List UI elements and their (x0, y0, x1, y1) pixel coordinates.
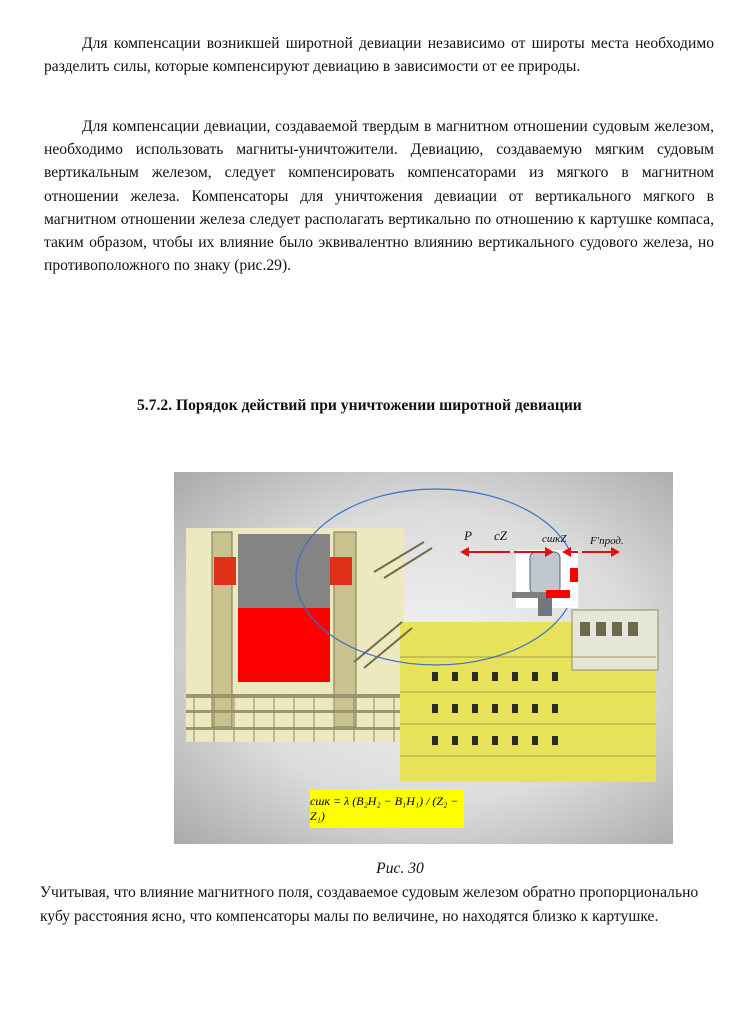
funnel-upper-grey (238, 534, 330, 608)
funnel-band-right (330, 557, 352, 585)
figure-caption: Рис. 30 (376, 860, 424, 877)
label-cshk-z: cшкZ (542, 533, 567, 545)
label-cz: cZ (494, 528, 507, 543)
formula-box: cшк = λ (B₂H₂ − B₁H₁) / (Z₂ − Z₁) (310, 790, 464, 828)
figure-ship-diagram (174, 472, 673, 844)
paragraph-conclusion: Учитывая, что влияние магнитного поля, создаваемое судовым железом обратно пропорционально кубу расстояния ясно, что компенсаторы малы по величине, но находятся близко к картушке. (40, 884, 699, 925)
compensator-base (546, 590, 570, 598)
wheelhouse (572, 610, 658, 670)
funnel-band-left (214, 557, 236, 585)
label-p: P (464, 528, 472, 543)
section-heading: 5.7.2. Порядок действий при уничтожении широтной девиации (137, 397, 582, 414)
label-f-prod: F'прод. (590, 535, 624, 547)
paragraph-compensators: Для компенсации девиации, создаваемой твердым в магнитном отношении судовым железом, необходимо использовать магниты-уничтожители. Девиацию, создаваемую мягким судовым вертикальным железом, следует компенсировать компенсаторами из мягкого в магнитном отношении железа. Компенсаторы для уничтожения девиации от вертикального мягкого в магнитном отношении железа следует располагать вертикально по отношению к картушке компаса, таким образом, чтобы их влияние было эквивалентно влиянию вертикального судового железа, но противоположного по знаку (рис.29). (44, 118, 714, 275)
ship-illustration (174, 472, 673, 844)
binnacle-icon (530, 552, 560, 594)
compensator-vertical (570, 568, 578, 582)
funnel-lower-red (238, 608, 330, 682)
paragraph-intro: Для компенсации возникшей широтной девиации независимо от широты места необходимо разделить силы, которые компенсируют девиацию в зависимости от ее природы. (44, 35, 714, 76)
